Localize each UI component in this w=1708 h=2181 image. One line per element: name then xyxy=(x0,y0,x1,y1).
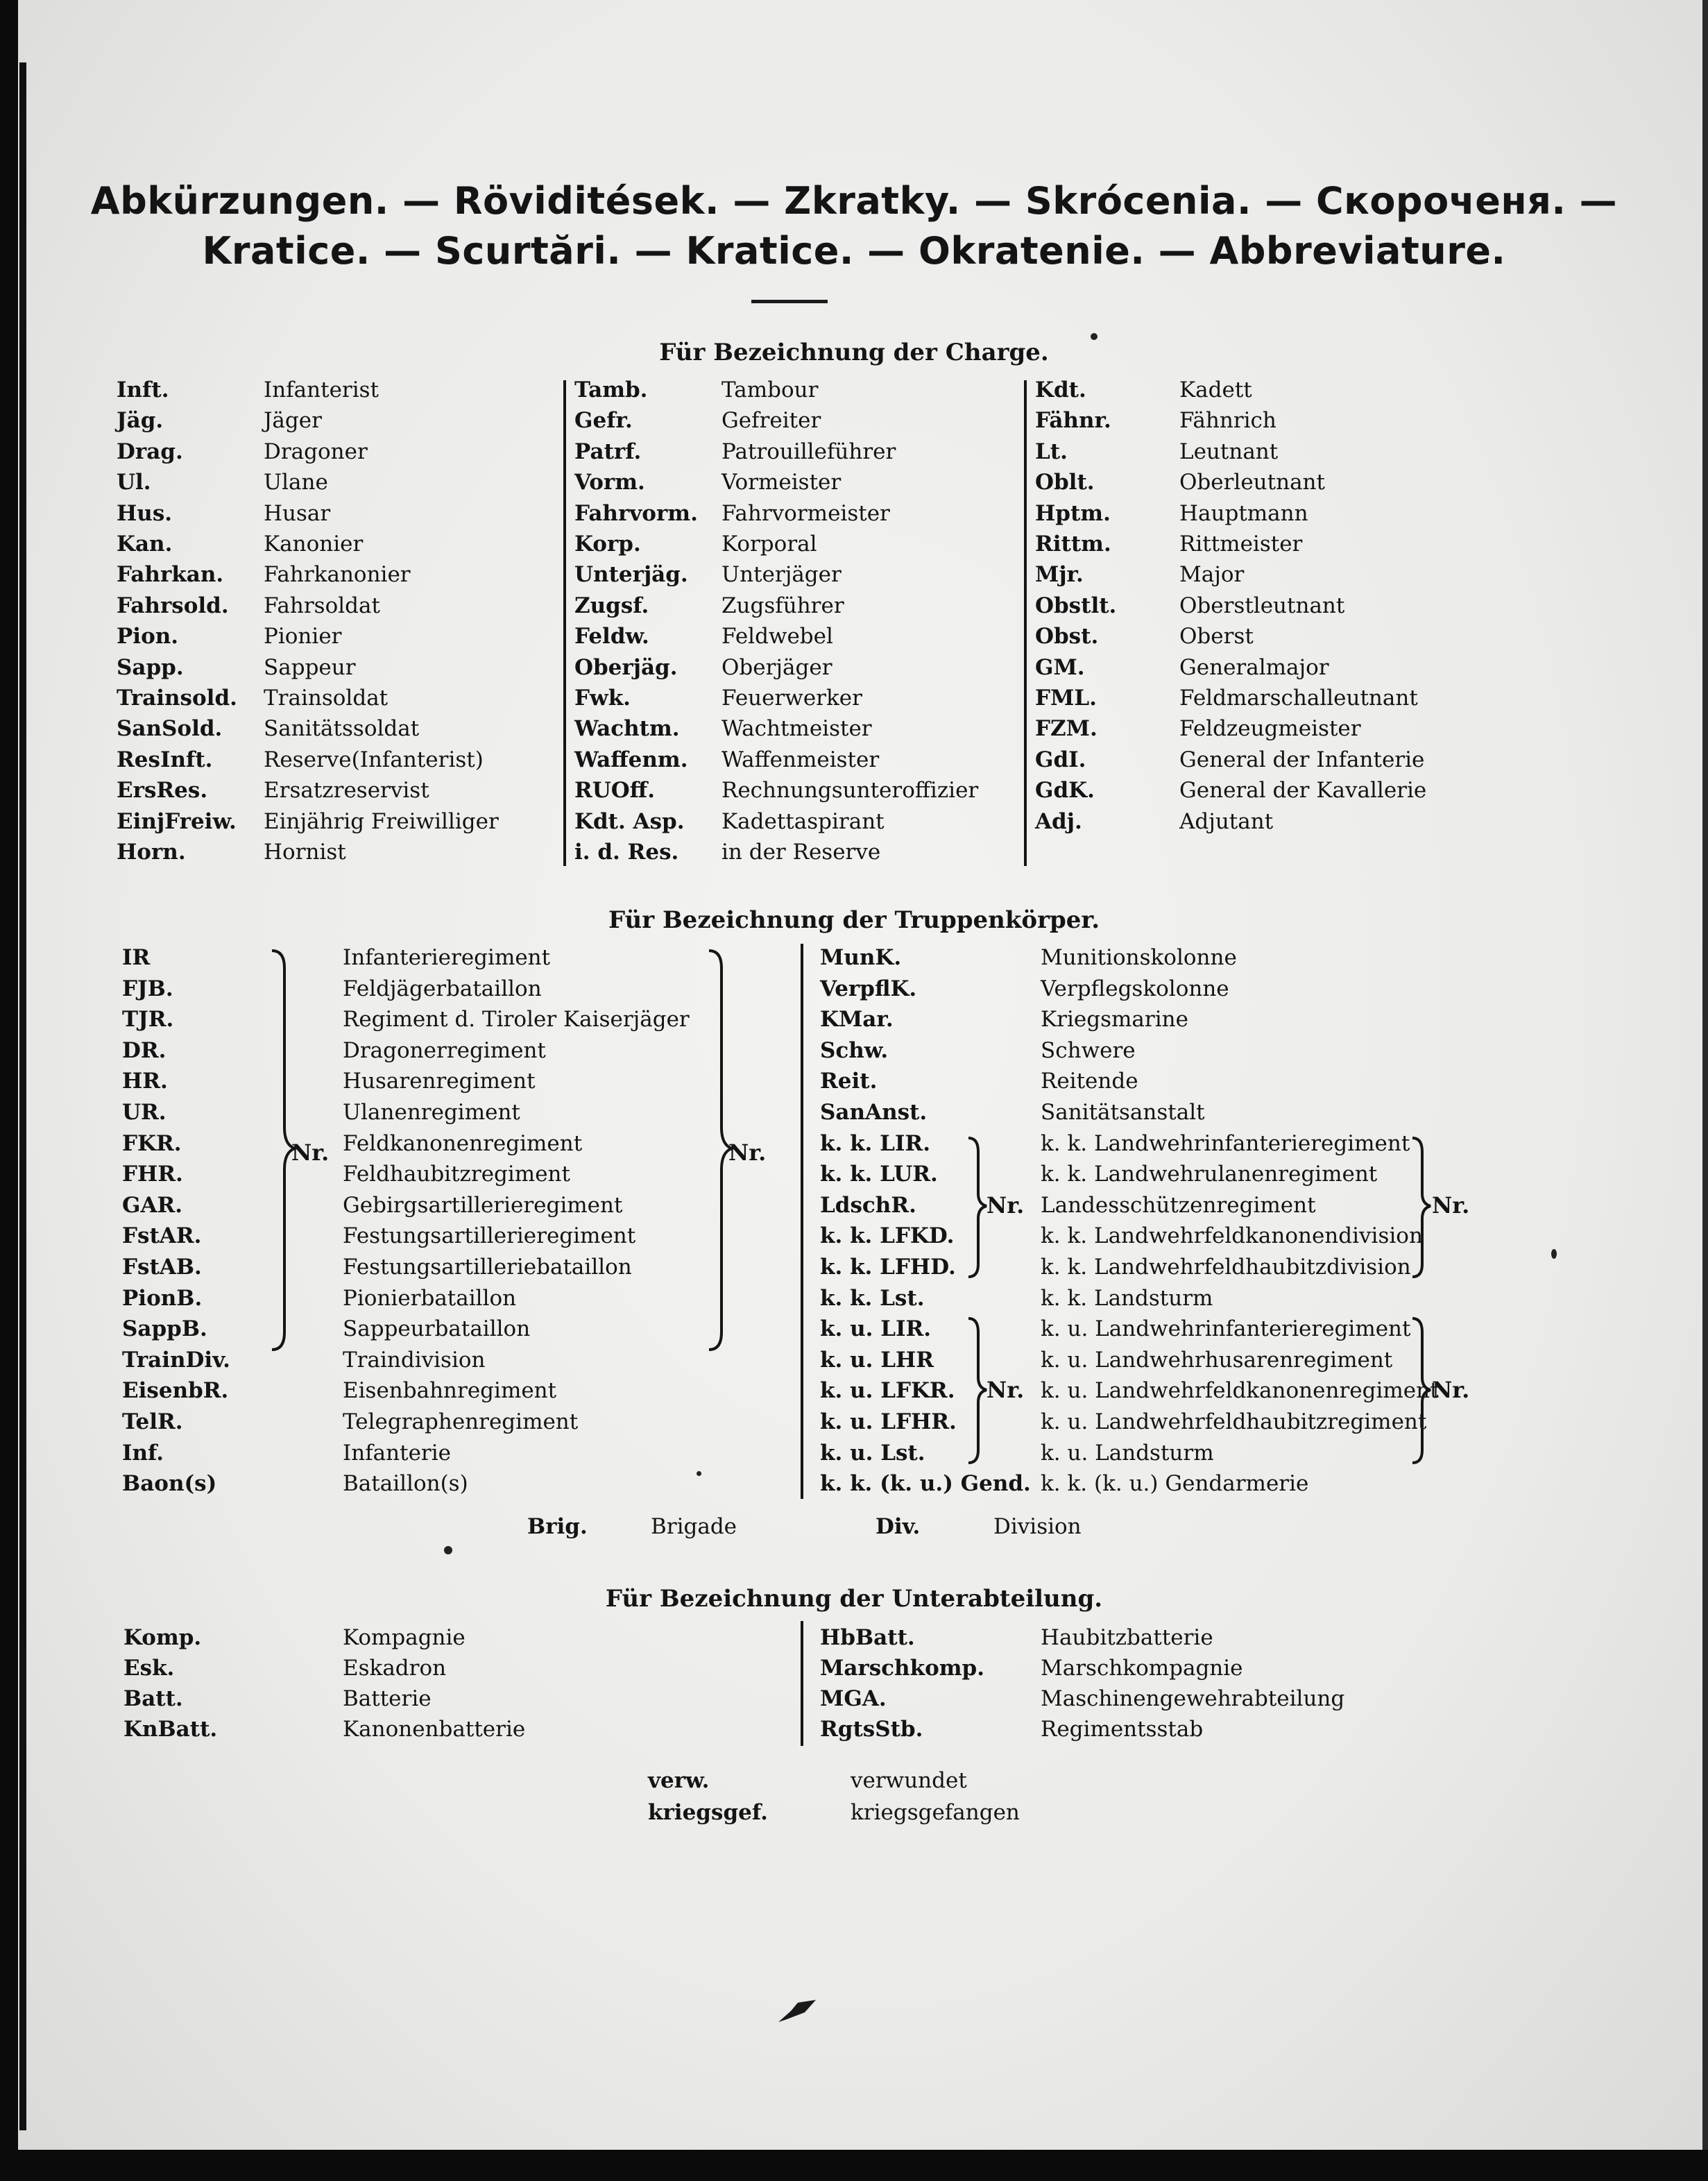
charge-col3-abbr: Rittm. xyxy=(1035,532,1111,557)
charge-col3-full: Kadett xyxy=(1179,377,1252,402)
dust-speck xyxy=(444,1546,452,1554)
charge-col1-full: Fahrsoldat xyxy=(264,593,380,618)
charge-col1-full: Hornist xyxy=(264,840,346,865)
charge-col1-full: Einjährig Freiwilliger xyxy=(264,808,499,834)
unter-right-abbr: RgtsStb. xyxy=(820,1717,923,1742)
charge-col3-abbr: FML. xyxy=(1035,686,1097,711)
charge-col2-abbr: Feldw. xyxy=(574,624,649,650)
charge-col1-abbr: EinjFreiw. xyxy=(117,808,237,834)
charge-col2-abbr: Unterjäg. xyxy=(574,562,688,588)
charge-col2-abbr: Waffenm. xyxy=(574,747,688,772)
truppen-right-full: Landesschützenregiment xyxy=(1041,1192,1316,1218)
truppen-left-full: Ulanenregiment xyxy=(343,1100,520,1125)
unter-left-full: Kompagnie xyxy=(343,1625,466,1650)
truppen-right-abbr: k. u. LIR. xyxy=(820,1316,932,1342)
charge-col2-full: Oberjäger xyxy=(721,654,832,680)
charge-col1-abbr: ErsRes. xyxy=(117,778,208,804)
misc-abbr: verw. xyxy=(648,1768,710,1793)
charge-col1-abbr: Kan. xyxy=(117,532,173,557)
column-rule xyxy=(801,1621,803,1746)
truppen-left-abbr: FKR. xyxy=(122,1130,182,1156)
charge-col1-abbr: Jäg. xyxy=(117,408,164,434)
truppen-left-abbr: FstAR. xyxy=(122,1223,202,1249)
charge-col2-full: in der Reserve xyxy=(721,840,881,865)
charge-col2-abbr: Wachtm. xyxy=(574,716,680,742)
charge-col3-full: Fähnrich xyxy=(1179,408,1276,434)
ink-blot xyxy=(777,1998,819,2026)
charge-col2-abbr: RUOff. xyxy=(574,778,656,804)
truppen-left-full: Telegraphenregiment xyxy=(343,1409,579,1434)
nr-label-mid: Nr. xyxy=(728,1139,767,1166)
div-abbr: Div. xyxy=(876,1514,921,1539)
truppen-right-full: k. u. Landwehrfeldhaubitzregiment xyxy=(1041,1409,1427,1434)
truppen-left-full: Infanterie xyxy=(343,1440,452,1466)
truppen-right-full: k. k. Landwehrinfanterieregiment xyxy=(1041,1130,1410,1156)
unter-left-full: Kanonenbatterie xyxy=(343,1717,526,1742)
charge-col3-abbr: Lt. xyxy=(1035,439,1068,464)
unter-right-full: Maschinengewehrabteilung xyxy=(1041,1686,1345,1711)
charge-col3-abbr: Mjr. xyxy=(1035,562,1084,588)
truppen-right-abbr: VerpflK. xyxy=(820,976,917,1001)
brig-full: Brigade xyxy=(651,1514,737,1539)
charge-col1-full: Kanonier xyxy=(264,532,364,557)
dust-speck xyxy=(1551,1249,1557,1259)
section-heading-unter: Für Bezeichnung der Unterabteilung. xyxy=(605,1585,1103,1613)
charge-col3-abbr: Obst. xyxy=(1035,624,1099,650)
truppen-left-abbr: PionB. xyxy=(122,1285,203,1311)
charge-col2-abbr: Korp. xyxy=(574,532,641,557)
truppen-right-abbr: k. u. LFHR. xyxy=(820,1409,957,1434)
charge-col2-abbr: Tamb. xyxy=(574,377,648,402)
nr-label-kk: Nr. xyxy=(987,1192,1025,1219)
unter-left-abbr: Komp. xyxy=(123,1625,202,1650)
truppen-right-abbr: k. k. (k. u.) Gend. xyxy=(820,1471,1031,1497)
truppen-right-full: k. k. Landwehrfeldhaubitzdivision xyxy=(1041,1255,1411,1280)
page-title-line-2: Kratice. — Scurtări. — Kratice. — Okratenie. — Abbreviature. xyxy=(202,229,1506,273)
charge-col3-full: Hauptmann xyxy=(1179,500,1308,526)
brace-kk-abbr xyxy=(968,1138,987,1277)
charge-col3-full: Feldmarschalleutnant xyxy=(1179,686,1418,711)
charge-col1-full: Fahrkanonier xyxy=(264,562,411,588)
truppen-left-full: Festungsartillerieregiment xyxy=(343,1223,636,1249)
brace-ku-abbr xyxy=(968,1318,987,1463)
truppen-left-abbr: SappB. xyxy=(122,1316,207,1342)
charge-col1-full: Sanitätssoldat xyxy=(264,716,420,742)
truppen-left-full: Traindivision xyxy=(343,1347,486,1373)
nr-label-kk-right: Nr. xyxy=(1432,1192,1470,1219)
charge-col3-abbr: Fähnr. xyxy=(1035,408,1111,434)
truppen-left-full: Pionierbataillon xyxy=(343,1285,517,1311)
charge-col1-full: Jäger xyxy=(264,408,322,434)
charge-col2-full: Wachtmeister xyxy=(721,716,872,742)
truppen-left-abbr: TelR. xyxy=(122,1409,183,1434)
truppen-right-full: k. k. (k. u.) Gendarmerie xyxy=(1041,1471,1309,1497)
charge-col2-abbr: Fwk. xyxy=(574,686,631,711)
unter-right-abbr: MGA. xyxy=(820,1686,887,1711)
charge-col1-abbr: Horn. xyxy=(117,840,186,865)
charge-col1-abbr: Trainsold. xyxy=(117,686,237,711)
truppen-left-abbr: UR. xyxy=(122,1100,166,1125)
charge-col3-full: Oberstleutnant xyxy=(1179,593,1345,618)
charge-col1-full: Reserve(Infanterist) xyxy=(264,747,484,772)
charge-col3-full: Rittmeister xyxy=(1179,532,1303,557)
truppen-left-abbr: TJR. xyxy=(122,1007,174,1033)
charge-col1-full: Sappeur xyxy=(264,654,356,680)
page-title-line-1: Abkürzungen. — Röviditések. — Zkratky. — Skrócenia. — Скороченя. — xyxy=(90,179,1618,223)
misc-full: kriegsgefangen xyxy=(851,1800,1020,1825)
truppen-right-abbr: k. k. LUR. xyxy=(820,1162,938,1187)
section-heading-charge: Für Bezeichnung der Charge. xyxy=(659,339,1049,366)
charge-col2-full: Gefreiter xyxy=(721,408,821,434)
charge-col1-full: Infanterist xyxy=(264,377,379,402)
charge-col2-abbr: Vorm. xyxy=(574,470,645,495)
truppen-right-full: Sanitätsanstalt xyxy=(1041,1100,1205,1125)
charge-col3-abbr: GM. xyxy=(1035,654,1085,680)
truppen-right-full: Reitende xyxy=(1041,1069,1138,1094)
truppen-right-full: k. u. Landwehrfeldkanonenregiment xyxy=(1041,1378,1439,1404)
charge-col3-full: General der Infanterie xyxy=(1179,747,1425,772)
charge-col3-abbr: FZM. xyxy=(1035,716,1098,742)
charge-col1-full: Pionier xyxy=(264,624,342,650)
charge-col2-abbr: Gefr. xyxy=(574,408,633,434)
unter-right-full: Regimentsstab xyxy=(1041,1717,1204,1742)
misc-full: verwundet xyxy=(851,1768,967,1793)
charge-col2-full: Feuerwerker xyxy=(721,686,862,711)
truppen-right-full: k. k. Landwehrulanenregiment xyxy=(1041,1162,1378,1187)
nr-label-left: Nr. xyxy=(291,1139,330,1166)
truppen-left-full: Dragonerregiment xyxy=(343,1037,546,1063)
truppen-left-abbr: FJB. xyxy=(122,976,173,1001)
truppen-right-abbr: LdschR. xyxy=(820,1192,916,1218)
unter-right-full: Haubitzbatterie xyxy=(1041,1625,1213,1650)
charge-col3-full: Feldzeugmeister xyxy=(1179,716,1361,742)
truppen-left-full: Sappeurbataillon xyxy=(343,1316,531,1342)
charge-col2-abbr: Kdt. Asp. xyxy=(574,808,685,834)
nr-label-ku-right: Nr. xyxy=(1432,1377,1470,1403)
truppen-right-abbr: k. k. LFKD. xyxy=(820,1223,955,1249)
truppen-right-full: k. u. Landwehrhusarenregiment xyxy=(1041,1347,1393,1373)
truppen-left-full: Feldhaubitzregiment xyxy=(343,1162,570,1187)
truppen-left-full: Gebirgsartillerieregiment xyxy=(343,1192,623,1218)
truppen-left-abbr: EisenbR. xyxy=(122,1378,229,1404)
truppen-left-full: Eisenbahnregiment xyxy=(343,1378,557,1404)
charge-col1-abbr: Hus. xyxy=(117,500,173,526)
truppen-left-full: Bataillon(s) xyxy=(343,1471,468,1497)
charge-col2-full: Unterjäger xyxy=(721,562,842,588)
charge-col1-full: Dragoner xyxy=(264,439,368,464)
truppen-left-abbr: Baon(s) xyxy=(122,1471,217,1497)
truppen-left-full: Husarenregiment xyxy=(343,1069,536,1094)
truppen-right-abbr: k. u. Lst. xyxy=(820,1440,925,1466)
charge-col1-abbr: Fahrsold. xyxy=(117,593,229,618)
truppen-right-abbr: KMar. xyxy=(820,1007,894,1033)
unter-right-full: Marschkompagnie xyxy=(1041,1656,1243,1681)
unter-right-abbr: Marschkomp. xyxy=(820,1656,985,1681)
truppen-left-full: Feldjägerbataillon xyxy=(343,976,542,1001)
charge-col3-full: Generalmajor xyxy=(1179,654,1329,680)
unter-right-abbr: HbBatt. xyxy=(820,1625,915,1650)
charge-col2-full: Patrouilleführer xyxy=(721,439,896,464)
truppen-right-abbr: k. u. LHR xyxy=(820,1347,934,1373)
charge-col3-abbr: GdK. xyxy=(1035,778,1095,804)
charge-col1-abbr: SanSold. xyxy=(117,716,223,742)
truppen-right-abbr: Reit. xyxy=(820,1069,878,1094)
charge-col1-abbr: Fahrkan. xyxy=(117,562,224,588)
charge-col3-full: General der Kavallerie xyxy=(1179,778,1427,804)
truppen-left-abbr: FHR. xyxy=(122,1162,183,1187)
truppen-right-full: k. k. Landwehrfeldkanonendivision xyxy=(1041,1223,1423,1249)
truppen-right-full: k. k. Landsturm xyxy=(1041,1285,1213,1311)
charge-col2-full: Zugsführer xyxy=(721,593,844,618)
truppen-right-full: k. u. Landsturm xyxy=(1041,1440,1214,1466)
charge-col1-full: Ulane xyxy=(264,470,328,495)
truppen-right-abbr: k. k. LFHD. xyxy=(820,1255,956,1280)
charge-col2-full: Fahrvormeister xyxy=(721,500,890,526)
charge-col1-abbr: ResInft. xyxy=(117,747,213,772)
unter-left-abbr: Batt. xyxy=(123,1686,183,1711)
charge-col2-abbr: i. d. Res. xyxy=(574,840,679,865)
charge-col3-abbr: Oblt. xyxy=(1035,470,1095,495)
truppen-left-abbr: DR. xyxy=(122,1037,166,1063)
truppen-right-full: Verpflegskolonne xyxy=(1041,976,1229,1001)
section-heading-truppen: Für Bezeichnung der Truppenkörper. xyxy=(608,906,1100,934)
truppen-left-abbr: Inf. xyxy=(122,1440,164,1466)
truppen-right-full: k. u. Landwehrinfanterieregiment xyxy=(1041,1316,1411,1342)
truppen-left-full: Infanterieregiment xyxy=(343,945,551,970)
charge-col3-full: Leutnant xyxy=(1179,439,1279,464)
charge-col3-full: Oberst xyxy=(1179,624,1254,650)
charge-col1-full: Husar xyxy=(264,500,331,526)
charge-col1-abbr: Sapp. xyxy=(117,654,184,680)
charge-col2-full: Vormeister xyxy=(721,470,842,495)
truppen-left-abbr: GAR. xyxy=(122,1192,183,1218)
unter-left-abbr: Esk. xyxy=(123,1656,175,1681)
charge-col1-full: Ersatzreservist xyxy=(264,778,429,804)
brig-abbr: Brig. xyxy=(527,1514,588,1539)
misc-abbr: kriegsgef. xyxy=(648,1800,768,1825)
truppen-left-full: Festungsartilleriebataillon xyxy=(343,1255,632,1280)
charge-col2-full: Korporal xyxy=(721,532,817,557)
truppen-right-abbr: k. u. LFKR. xyxy=(820,1378,955,1404)
truppen-left-abbr: IR xyxy=(122,945,151,970)
charge-col3-abbr: Adj. xyxy=(1035,808,1082,834)
charge-col2-full: Feldwebel xyxy=(721,624,833,650)
truppen-right-full: Kriegsmarine xyxy=(1041,1007,1188,1033)
truppen-right-full: Munitionskolonne xyxy=(1041,945,1237,970)
unter-left-full: Batterie xyxy=(343,1686,432,1711)
charge-col2-full: Rechnungsunteroffizier xyxy=(721,778,979,804)
charge-col2-abbr: Oberjäg. xyxy=(574,654,678,680)
charge-col3-abbr: Obstlt. xyxy=(1035,593,1117,618)
truppen-left-abbr: FstAB. xyxy=(122,1255,202,1280)
dust-speck xyxy=(697,1471,701,1476)
charge-col3-full: Oberleutnant xyxy=(1179,470,1325,495)
charge-col2-full: Waffenmeister xyxy=(721,747,880,772)
charge-col2-abbr: Fahrvorm. xyxy=(574,500,698,526)
dust-speck xyxy=(1091,333,1098,340)
charge-col3-abbr: GdI. xyxy=(1035,747,1086,772)
truppen-left-full: Feldkanonenregiment xyxy=(343,1130,583,1156)
charge-col1-abbr: Drag. xyxy=(117,439,183,464)
charge-col3-abbr: Hptm. xyxy=(1035,500,1111,526)
charge-col3-full: Major xyxy=(1179,562,1245,588)
div-full: Division xyxy=(993,1514,1082,1539)
charge-col3-abbr: Kdt. xyxy=(1035,377,1086,402)
charge-col1-abbr: Inft. xyxy=(117,377,169,402)
unter-left-abbr: KnBatt. xyxy=(123,1717,218,1742)
charge-col3-full: Adjutant xyxy=(1179,808,1274,834)
unter-left-full: Eskadron xyxy=(343,1656,447,1681)
charge-col2-abbr: Zugsf. xyxy=(574,593,649,618)
truppen-right-full: Schwere xyxy=(1041,1037,1136,1063)
truppen-right-abbr: k. k. Lst. xyxy=(820,1285,925,1311)
nr-label-ku: Nr. xyxy=(987,1377,1025,1403)
truppen-right-abbr: MunK. xyxy=(820,945,902,970)
truppen-right-abbr: k. k. LIR. xyxy=(820,1130,930,1156)
charge-col1-full: Trainsoldat xyxy=(264,686,388,711)
truppen-left-abbr: TrainDiv. xyxy=(122,1347,230,1373)
charge-col1-abbr: Ul. xyxy=(117,470,151,495)
truppen-right-abbr: SanAnst. xyxy=(820,1100,928,1125)
truppen-left-abbr: HR. xyxy=(122,1069,168,1094)
charge-col2-full: Tambour xyxy=(721,377,819,402)
truppen-right-abbr: Schw. xyxy=(820,1037,889,1063)
brace-ku-full xyxy=(1412,1318,1431,1463)
brace-kk-full xyxy=(1412,1138,1431,1277)
charge-col1-abbr: Pion. xyxy=(117,624,179,650)
charge-col2-full: Kadettaspirant xyxy=(721,808,885,834)
truppen-left-full: Regiment d. Tiroler Kaiserjäger xyxy=(343,1007,690,1033)
charge-col2-abbr: Patrf. xyxy=(574,439,642,464)
